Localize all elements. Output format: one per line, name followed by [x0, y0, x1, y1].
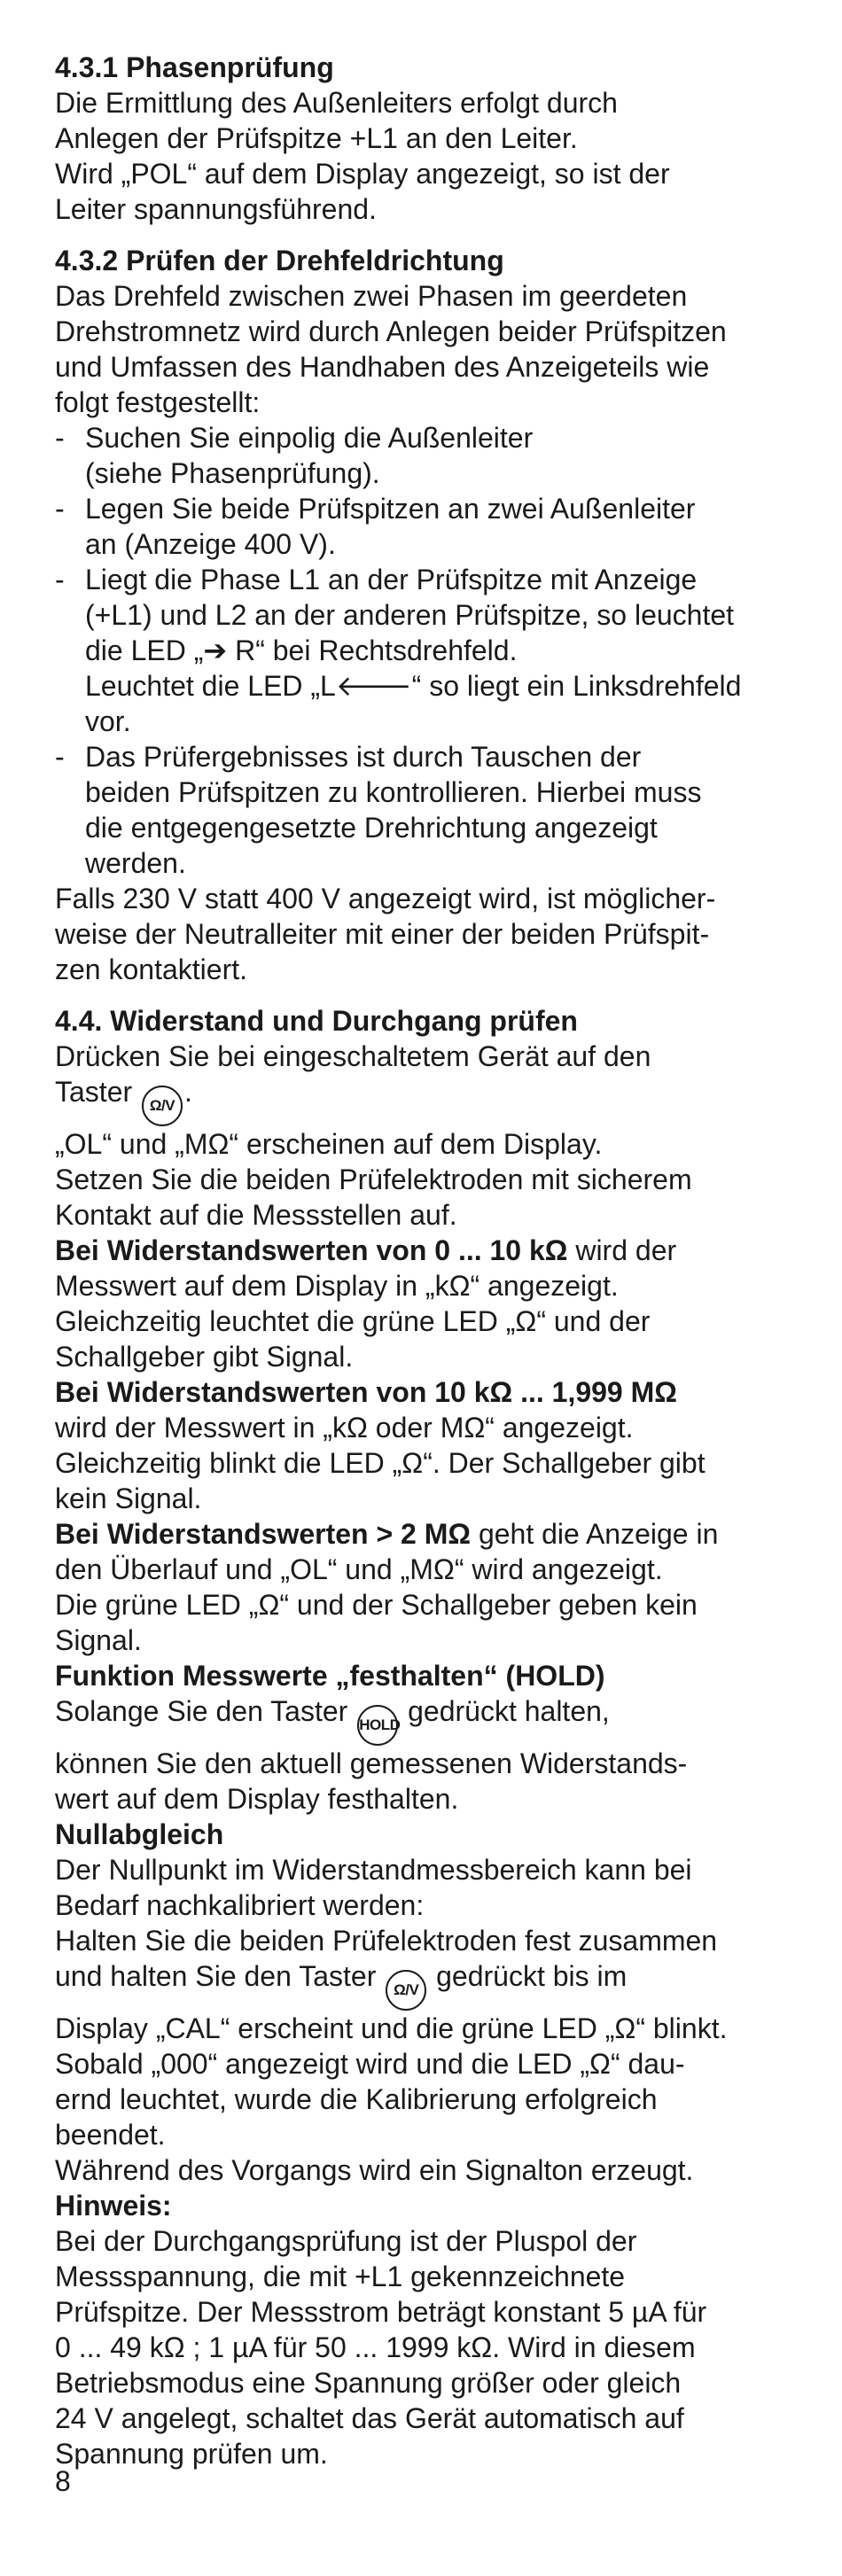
text-line: Die grüne LED „Ω“ und der Schallgeber geben kein — [55, 1589, 698, 1621]
text-line: folgt festgestellt: — [55, 386, 261, 418]
text-line: Wird „POL“ auf dem Display angezeigt, so ist der — [55, 158, 670, 190]
text-line: Anlegen der Prüfspitze +L1 an den Leiter. — [55, 122, 578, 154]
text-fragment: und halten Sie den Taster — [55, 1960, 377, 1992]
text-line: beendet. — [55, 2119, 166, 2151]
bold-phrase: Bei Widerstandswerten > 2 MΩ — [55, 1518, 472, 1550]
text-line: und Umfassen des Handhaben des Anzeigeteils wie — [55, 351, 710, 383]
text-line: „OL“ und „MΩ“ erscheinen auf dem Display. — [55, 1128, 603, 1160]
text-line: Drehstromnetz wird durch Anlegen beider Prüfspitzen — [55, 315, 727, 347]
text-line: ernd leuchtet, wurde die Kalibrierung erfolgreich — [55, 2083, 658, 2115]
bold-phrase: Bei Widerstandswerten von 10 kΩ ... 1,999 MΩ — [55, 1376, 677, 1408]
text-line: Bedarf nachkalibriert werden: — [55, 1889, 425, 1921]
text-line: können Sie den aktuell gemessenen Widerstands- — [55, 1747, 688, 1779]
text-line: Signal. — [55, 1624, 142, 1656]
text-line: Drücken Sie bei eingeschaltetem Gerät auf den — [55, 1040, 651, 1072]
text-line: die LED „➔ R“ bei Rechtsdrehfeld. — [85, 634, 518, 666]
text-line: Die Ermittlung des Außenleiters erfolgt durch — [55, 87, 618, 119]
text-line: (siehe Phasenprüfung). — [85, 457, 380, 489]
list-item — [55, 491, 789, 562]
text-line: kein Signal. — [55, 1483, 202, 1514]
text-line: Leiter spannungsführend. — [55, 193, 377, 225]
text-line: Gleichzeitig blinkt die LED „Ω“. Der Schallgeber gibt — [55, 1447, 706, 1479]
section-heading: 4.3.1 Phasenprüfung — [55, 51, 334, 83]
text-line — [55, 1233, 789, 1268]
text-line: - Das Prüfergebnisses ist durch Tauschen der — [85, 741, 642, 773]
text-line — [55, 1074, 789, 1126]
text-line: wird der Messwert in „kΩ oder MΩ“ angezeigt. — [55, 1412, 634, 1444]
text-line: Messspannung, die mit +L1 gekennzeichnete — [55, 2261, 626, 2292]
text-line — [55, 1958, 789, 2011]
text-line: - Liegt die Phase L1 an der Prüfspitze mit Anzeige — [85, 564, 698, 595]
text-fragment: gedrückt halten, — [400, 1695, 610, 1727]
text-line: Setzen Sie die beiden Prüfelektroden mit sicherem — [55, 1163, 692, 1195]
text-fragment: wird der — [567, 1234, 677, 1266]
section-heading: 4.3.2 Prüfen der Drehfeldrichtung — [55, 245, 504, 276]
bold-phrase: Bei Widerstandswerten von 0 ... 10 kΩ — [55, 1234, 568, 1266]
text-line: Betriebsmodus eine Spannung größer oder gleich — [55, 2367, 682, 2399]
text-fragment: Taster — [55, 1076, 133, 1108]
ohm-volt-key-icon: Ω/V — [142, 1086, 183, 1126]
section-drehfeldrichtung — [55, 243, 789, 987]
text-line: vor. — [85, 705, 131, 737]
text-line: Leuchtet die LED „L🡐“ so liegt ein Linksdrehfeld — [85, 670, 742, 702]
text-line: zen kontaktiert. — [55, 953, 247, 985]
text-line: 24 V angelegt, schaltet das Gerät automatisch auf — [55, 2402, 684, 2434]
section-widerstand-durchgang — [55, 1003, 789, 2471]
list-item — [55, 562, 789, 739]
text-line: beiden Prüfspitzen zu kontrollieren. Hierbei muss — [85, 776, 702, 808]
subheading-hold: Funktion Messwerte „festhalten“ (HOLD) — [55, 1660, 605, 1692]
text-line: wert auf dem Display festhalten. — [55, 1783, 459, 1815]
text-line: Messwert auf dem Display in „kΩ“ angezeigt. — [55, 1270, 619, 1302]
text-line — [55, 1516, 789, 1552]
text-line: den Überlauf und „OL“ und „MΩ“ wird angezeigt. — [55, 1553, 663, 1585]
section-phasenpruefung — [55, 50, 789, 227]
ohm-volt-key-icon: Ω/V — [386, 1970, 426, 2011]
subheading-hinweis: Hinweis: — [55, 2190, 172, 2222]
text-fragment: Solange Sie den Taster — [55, 1695, 348, 1727]
section-heading: 4.4. Widerstand und Durchgang prüfen — [55, 1005, 578, 1037]
text-fragment: gedrückt bis im — [428, 1960, 628, 1992]
list-item — [55, 739, 789, 881]
text-line: Sobald „000“ angezeigt wird und die LED „Ω“ dau- — [55, 2048, 685, 2080]
text-fragment: . — [184, 1076, 192, 1108]
text-line: Das Drehfeld zwischen zwei Phasen im geerdeten — [55, 280, 688, 312]
hold-key-icon: HOLD — [357, 1705, 398, 1746]
text-line: weise der Neutralleiter mit einer der beiden Prüfspit- — [55, 918, 710, 950]
text-line: Bei der Durchgangsprüfung ist der Pluspol der — [55, 2225, 637, 2257]
subheading-nullabgleich: Nullabgleich — [55, 1818, 224, 1850]
text-line: Gleichzeitig leuchtet die grüne LED „Ω“ und der — [55, 1305, 651, 1337]
text-line: Falls 230 V statt 400 V angezeigt wird, ist möglicher- — [55, 883, 716, 914]
text-line: - Legen Sie beide Prüfspitzen an zwei Außenleiter — [85, 493, 696, 525]
text-line: Kontakt auf die Messstellen auf. — [55, 1199, 457, 1231]
list-item — [55, 420, 789, 491]
text-line — [55, 1693, 789, 1746]
text-line: Während des Vorgangs wird ein Signalton erzeugt. — [55, 2154, 694, 2186]
text-line: 0 ... 49 kΩ ; 1 µA für 50 ... 1999 kΩ. Wird in diesem — [55, 2331, 696, 2363]
step-list — [55, 420, 789, 881]
page-number: 8 — [55, 2465, 71, 2497]
text-line: Der Nullpunkt im Widerstandmessbereich kann bei — [55, 1854, 692, 1886]
text-line: Display „CAL“ erscheint und die grüne LED „Ω“ blinkt. — [55, 2012, 728, 2044]
text-line: Halten Sie die beiden Prüfelektroden fest zusammen — [55, 1925, 718, 1957]
text-line: werden. — [85, 847, 186, 879]
text-line: Prüfspitze. Der Messstrom beträgt konstant 5 µA für — [55, 2296, 707, 2328]
text-line: Schallgeber gibt Signal. — [55, 1341, 354, 1373]
text-line: an (Anzeige 400 V). — [85, 528, 336, 560]
text-line: - Suchen Sie einpolig die Außenleiter — [85, 422, 534, 454]
text-line: (+L1) und L2 an der anderen Prüfspitze, so leuchtet — [85, 599, 735, 631]
text-fragment: geht die Anzeige in — [471, 1518, 719, 1550]
text-line: Spannung prüfen um. — [55, 2438, 328, 2470]
text-line: die entgegengesetzte Drehrichtung angezeigt — [85, 812, 658, 844]
